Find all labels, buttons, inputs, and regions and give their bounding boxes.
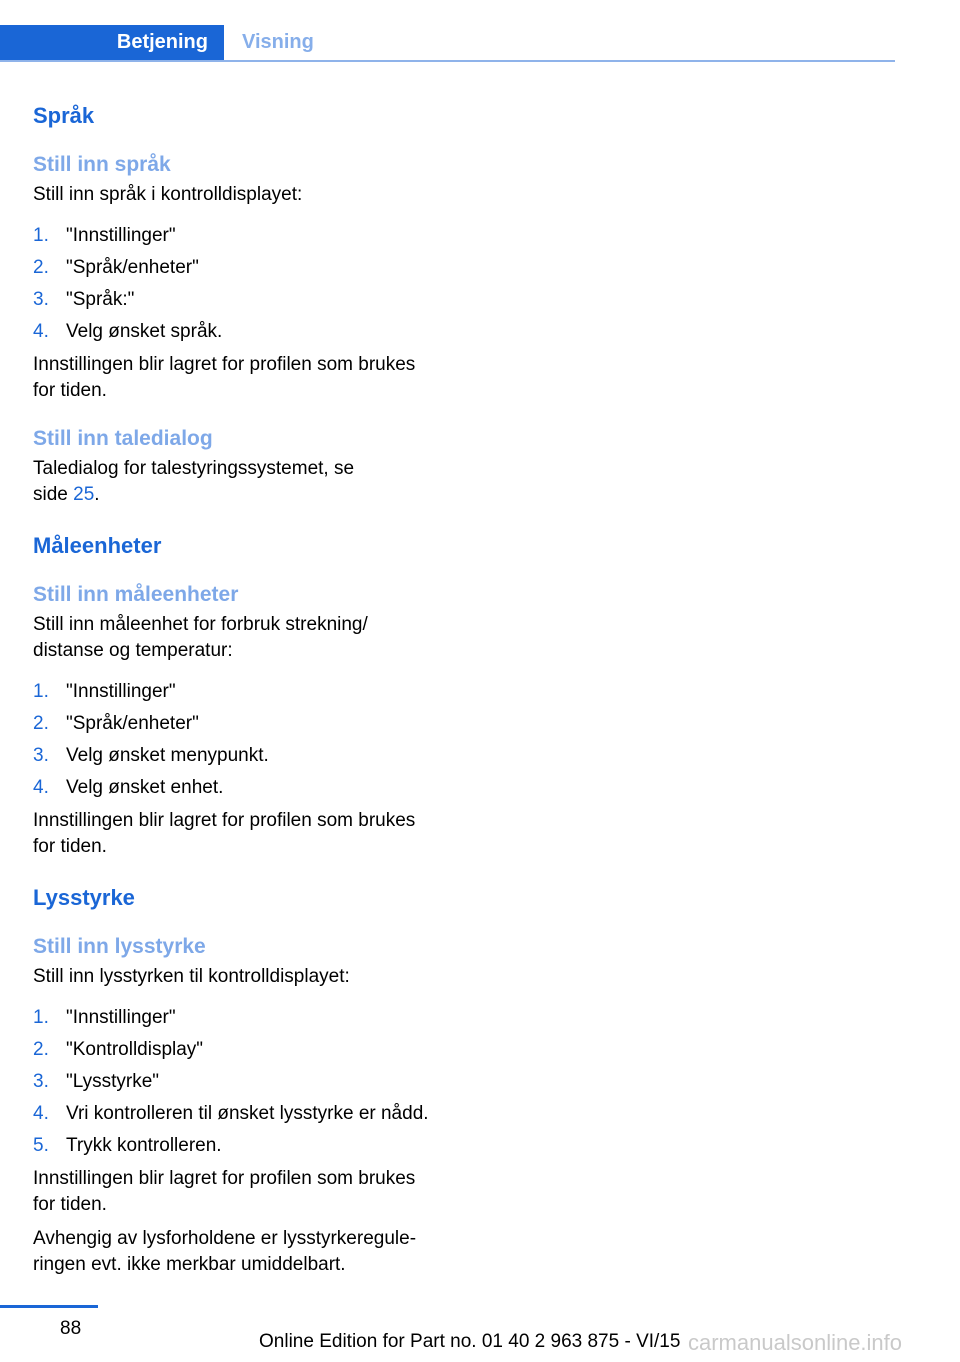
steps-lysstyrke xyxy=(33,1002,453,1162)
list-item: 5. Trykk kontrolleren. xyxy=(33,1135,222,1156)
tab-betjening[interactable]: Betjening xyxy=(0,25,224,60)
subheading-taledialog: Still inn taledialog xyxy=(33,427,213,450)
list-item: 3. Velg ønsket menypunkt. xyxy=(33,745,269,766)
steps-sprak xyxy=(33,220,453,348)
page-link[interactable]: 25 xyxy=(73,484,95,505)
tab-divider xyxy=(0,60,895,62)
intro-maleenheter: Still inn måleenhet for forbruk strekning/ distanse og temperatur: xyxy=(33,614,368,661)
watermark: carmanualsonline.info xyxy=(688,1330,903,1355)
list-item: 1. "Innstillinger" xyxy=(33,225,176,246)
extra-lysstyrke: Avhengig av lysforholdene er lysstyrkeregule‐ ringen evt. ikke merkbar umiddelbart. xyxy=(33,1228,417,1275)
list-item: 1. "Innstillinger" xyxy=(33,681,176,702)
list-item: 4. Velg ønsket språk. xyxy=(33,321,223,342)
subheading-maleenheter: Still inn måleenheter xyxy=(33,583,239,606)
list-item: 4. Velg ønsket enhet. xyxy=(33,777,224,798)
list-item: 3. "Lysstyrke" xyxy=(33,1071,160,1092)
heading-maleenheter: Måleenheter xyxy=(33,533,162,558)
list-item: 2. "Kontrolldisplay" xyxy=(33,1039,204,1060)
page-number: 88 xyxy=(60,1318,82,1339)
footer-rule xyxy=(0,1305,98,1308)
list-item: 3. "Språk:" xyxy=(33,289,135,310)
intro-sprak: Still inn språk i kontrolldisplayet: xyxy=(33,184,303,205)
heading-sprak: Språk xyxy=(33,103,95,128)
list-item: 1. "Innstillinger" xyxy=(33,1007,176,1028)
steps-maleenheter xyxy=(33,676,453,804)
note-lysstyrke: Innstillingen blir lagret for profilen som brukes for tiden. xyxy=(33,1168,416,1215)
page-content xyxy=(33,100,453,1278)
intro-lysstyrke: Still inn lysstyrken til kontrolldisplayet: xyxy=(33,966,350,987)
note-sprak: Innstillingen blir lagret for profilen som brukes for tiden. xyxy=(33,354,416,401)
subheading-sprak: Still inn språk xyxy=(33,153,171,176)
subheading-lysstyrke: Still inn lysstyrke xyxy=(33,935,206,958)
text-taledialog: Taledialog for talestyringssystemet, se side 25. xyxy=(33,458,355,505)
note-maleenheter: Innstillingen blir lagret for profilen som brukes for tiden. xyxy=(33,810,416,857)
tab-visning[interactable]: Visning xyxy=(242,31,314,53)
header-tabs xyxy=(0,25,895,62)
list-item: 4. Vri kontrolleren til ønsket lysstyrke er nådd. xyxy=(33,1103,429,1124)
list-item: 2. "Språk/enheter" xyxy=(33,713,199,734)
online-edition: Online Edition for Part no. 01 40 2 963 875 - VI/15 xyxy=(259,1331,681,1352)
list-item: 2. "Språk/enheter" xyxy=(33,257,199,278)
heading-lysstyrke: Lysstyrke xyxy=(33,885,135,910)
